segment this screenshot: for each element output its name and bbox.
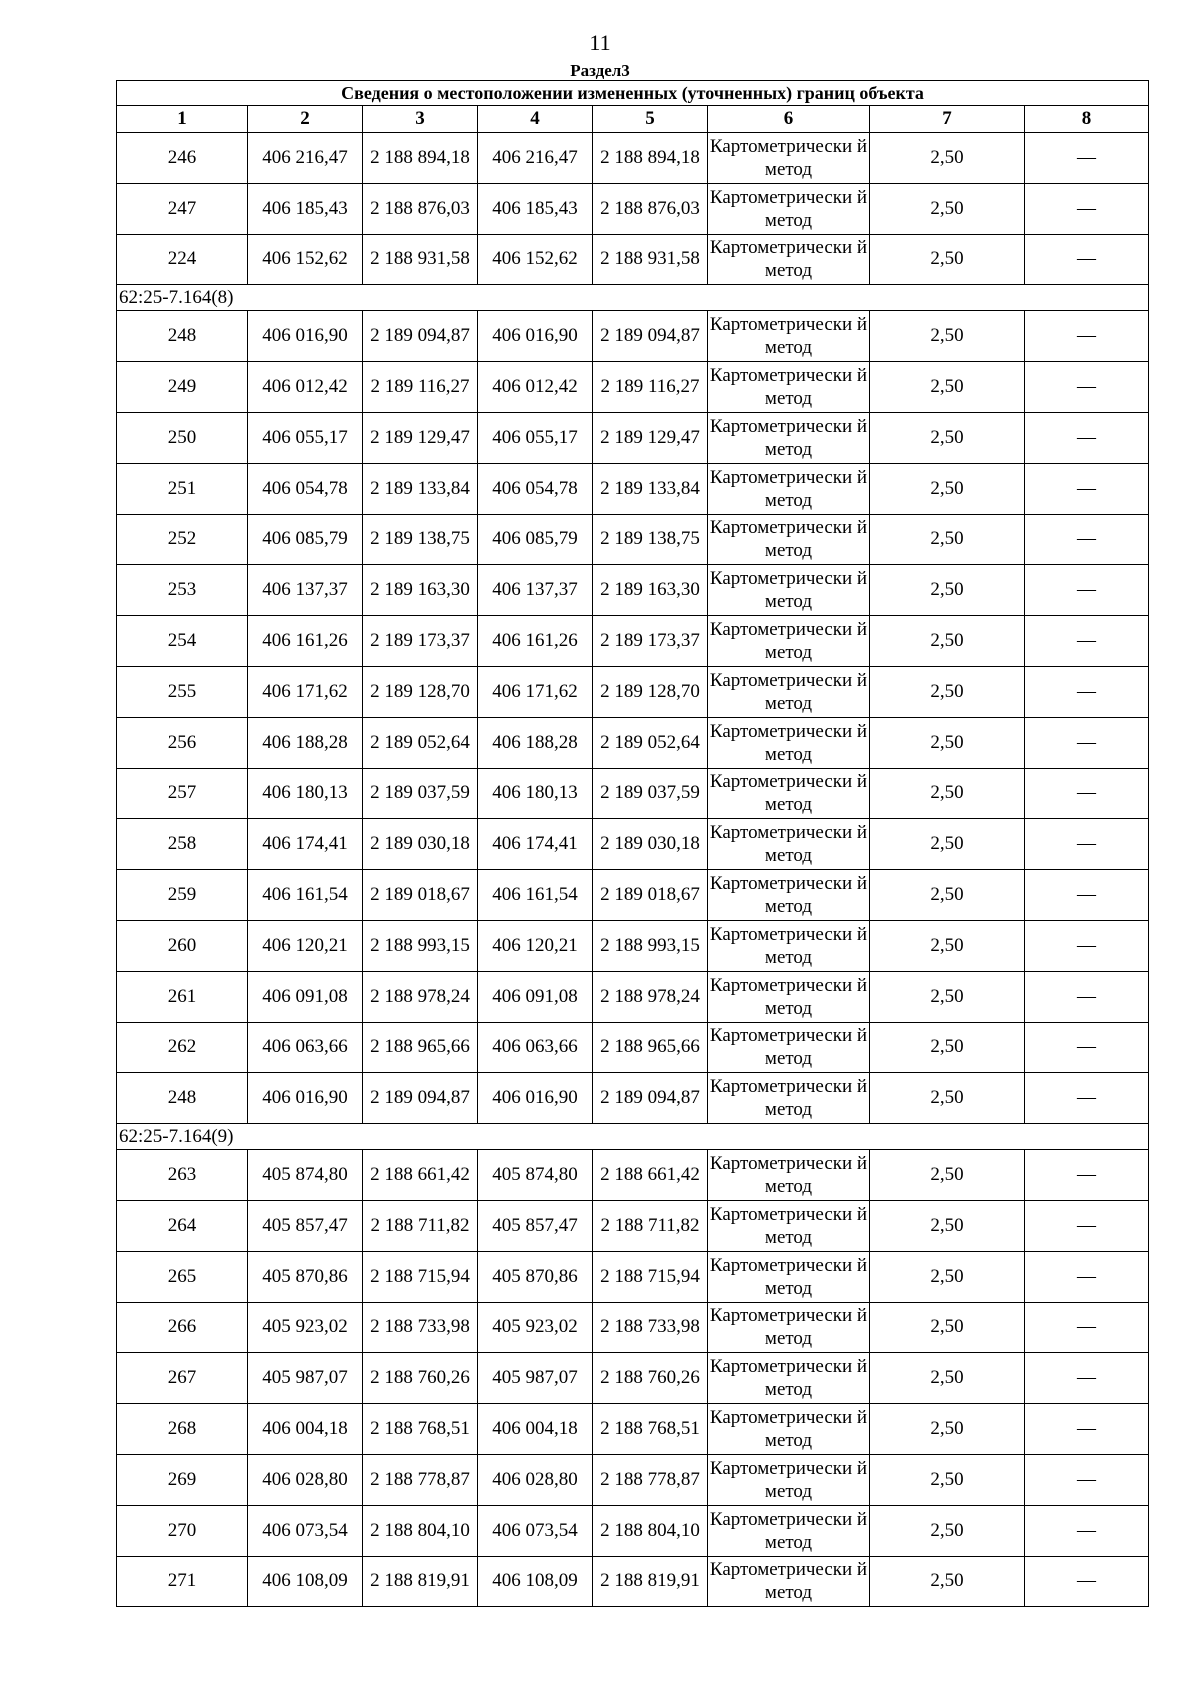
x-old-cell: 406 016,90 — [248, 311, 363, 362]
x-new-cell: 406 016,90 — [478, 1073, 593, 1124]
accuracy-cell: 2,50 — [870, 514, 1025, 565]
accuracy-cell: 2,50 — [870, 362, 1025, 413]
table-row — [117, 183, 1149, 234]
description-cell: — — [1025, 1353, 1149, 1404]
y-old-cell: 2 188 768,51 — [363, 1404, 478, 1455]
y-new-cell: 2 189 129,47 — [593, 412, 708, 463]
y-new-cell: 2 189 030,18 — [593, 819, 708, 870]
y-old-cell: 2 189 052,64 — [363, 717, 478, 768]
point-number-cell: 265 — [117, 1251, 248, 1302]
x-new-cell: 406 152,62 — [478, 234, 593, 285]
point-number-cell: 268 — [117, 1404, 248, 1455]
description-cell: — — [1025, 1556, 1149, 1607]
table-row — [117, 514, 1149, 565]
column-header-row — [117, 106, 1149, 133]
x-new-cell: 406 188,28 — [478, 717, 593, 768]
x-old-cell: 406 055,17 — [248, 412, 363, 463]
method-cell: Картометрически й метод — [708, 362, 870, 413]
y-new-cell: 2 189 133,84 — [593, 463, 708, 514]
table-row — [117, 971, 1149, 1022]
accuracy-cell: 2,50 — [870, 1353, 1025, 1404]
table-row — [117, 565, 1149, 616]
y-old-cell: 2 188 993,15 — [363, 920, 478, 971]
accuracy-cell: 2,50 — [870, 234, 1025, 285]
y-old-cell: 2 189 133,84 — [363, 463, 478, 514]
x-old-cell: 406 063,66 — [248, 1022, 363, 1073]
x-new-cell: 405 923,02 — [478, 1302, 593, 1353]
y-old-cell: 2 189 030,18 — [363, 819, 478, 870]
x-new-cell: 406 161,54 — [478, 870, 593, 921]
y-old-cell: 2 189 018,67 — [363, 870, 478, 921]
y-new-cell: 2 188 965,66 — [593, 1022, 708, 1073]
y-new-cell: 2 188 760,26 — [593, 1353, 708, 1404]
table-row — [117, 819, 1149, 870]
table-caption-row — [117, 81, 1149, 106]
method-cell: Картометрически й метод — [708, 666, 870, 717]
table-body — [117, 133, 1149, 1607]
table-row — [117, 1022, 1149, 1073]
y-old-cell: 2 189 163,30 — [363, 565, 478, 616]
method-cell: Картометрически й метод — [708, 717, 870, 768]
point-number-cell: 248 — [117, 1073, 248, 1124]
x-new-cell: 406 073,54 — [478, 1505, 593, 1556]
x-old-cell: 406 174,41 — [248, 819, 363, 870]
point-number-cell: 257 — [117, 768, 248, 819]
accuracy-cell: 2,50 — [870, 971, 1025, 1022]
y-new-cell: 2 188 931,58 — [593, 234, 708, 285]
x-old-cell: 405 857,47 — [248, 1200, 363, 1251]
page-number: 11 — [589, 30, 611, 55]
x-old-cell: 406 161,54 — [248, 870, 363, 921]
point-number-cell: 250 — [117, 412, 248, 463]
accuracy-cell: 2,50 — [870, 1251, 1025, 1302]
description-cell: — — [1025, 1150, 1149, 1201]
x-new-cell: 406 063,66 — [478, 1022, 593, 1073]
method-cell: Картометрически й метод — [708, 565, 870, 616]
x-old-cell: 406 171,62 — [248, 666, 363, 717]
method-cell: Картометрически й метод — [708, 971, 870, 1022]
accuracy-cell: 2,50 — [870, 1302, 1025, 1353]
table-row — [117, 1150, 1149, 1201]
method-cell: Картометрически й метод — [708, 1150, 870, 1201]
point-number-cell: 271 — [117, 1556, 248, 1607]
point-number-cell: 249 — [117, 362, 248, 413]
y-old-cell: 2 188 760,26 — [363, 1353, 478, 1404]
y-new-cell: 2 188 778,87 — [593, 1454, 708, 1505]
column-header: 6 — [708, 106, 870, 133]
point-number-cell: 267 — [117, 1353, 248, 1404]
table-row — [117, 768, 1149, 819]
description-cell: — — [1025, 234, 1149, 285]
description-cell: — — [1025, 1404, 1149, 1455]
point-number-cell: 270 — [117, 1505, 248, 1556]
x-old-cell: 406 188,28 — [248, 717, 363, 768]
description-cell: — — [1025, 1200, 1149, 1251]
method-cell: Картометрически й метод — [708, 514, 870, 565]
y-old-cell: 2 189 128,70 — [363, 666, 478, 717]
point-number-cell: 264 — [117, 1200, 248, 1251]
method-cell: Картометрически й метод — [708, 1200, 870, 1251]
description-cell: — — [1025, 362, 1149, 413]
y-old-cell: 2 188 978,24 — [363, 971, 478, 1022]
point-number-cell: 251 — [117, 463, 248, 514]
description-cell: — — [1025, 666, 1149, 717]
x-old-cell: 406 120,21 — [248, 920, 363, 971]
method-cell: Картометрически й метод — [708, 412, 870, 463]
table-row — [117, 133, 1149, 184]
x-new-cell: 405 870,86 — [478, 1251, 593, 1302]
method-cell: Картометрически й метод — [708, 616, 870, 667]
x-old-cell: 406 180,13 — [248, 768, 363, 819]
table-row — [117, 1073, 1149, 1124]
y-old-cell: 2 188 876,03 — [363, 183, 478, 234]
table-row — [117, 1200, 1149, 1251]
point-number-cell: 254 — [117, 616, 248, 667]
accuracy-cell: 2,50 — [870, 717, 1025, 768]
table-row — [117, 870, 1149, 921]
accuracy-cell: 2,50 — [870, 666, 1025, 717]
method-cell: Картометрически й метод — [708, 1073, 870, 1124]
accuracy-cell: 2,50 — [870, 311, 1025, 362]
section-title: Раздел3 — [570, 61, 630, 80]
description-cell: — — [1025, 768, 1149, 819]
y-new-cell: 2 189 116,27 — [593, 362, 708, 413]
accuracy-cell: 2,50 — [870, 819, 1025, 870]
x-old-cell: 406 216,47 — [248, 133, 363, 184]
description-cell: — — [1025, 971, 1149, 1022]
description-cell: — — [1025, 183, 1149, 234]
point-number-cell: 269 — [117, 1454, 248, 1505]
accuracy-cell: 2,50 — [870, 1505, 1025, 1556]
x-old-cell: 406 085,79 — [248, 514, 363, 565]
description-cell: — — [1025, 1073, 1149, 1124]
method-cell: Картометрически й метод — [708, 133, 870, 184]
x-old-cell: 405 874,80 — [248, 1150, 363, 1201]
column-header: 3 — [363, 106, 478, 133]
table-row — [117, 717, 1149, 768]
accuracy-cell: 2,50 — [870, 463, 1025, 514]
x-new-cell: 405 874,80 — [478, 1150, 593, 1201]
y-new-cell: 2 189 128,70 — [593, 666, 708, 717]
y-old-cell: 2 188 804,10 — [363, 1505, 478, 1556]
table-row — [117, 1556, 1149, 1607]
y-old-cell: 2 188 894,18 — [363, 133, 478, 184]
point-number-cell: 246 — [117, 133, 248, 184]
x-new-cell: 406 180,13 — [478, 768, 593, 819]
description-cell: — — [1025, 870, 1149, 921]
table-row — [117, 463, 1149, 514]
method-cell: Картометрически й метод — [708, 1353, 870, 1404]
description-cell: — — [1025, 1505, 1149, 1556]
y-new-cell: 2 188 768,51 — [593, 1404, 708, 1455]
accuracy-cell: 2,50 — [870, 1022, 1025, 1073]
description-cell: — — [1025, 1251, 1149, 1302]
description-cell: — — [1025, 717, 1149, 768]
point-number-cell: 258 — [117, 819, 248, 870]
method-cell: Картометрически й метод — [708, 183, 870, 234]
table-row — [117, 1251, 1149, 1302]
method-cell: Картометрически й метод — [708, 463, 870, 514]
y-new-cell: 2 189 163,30 — [593, 565, 708, 616]
x-new-cell: 406 054,78 — [478, 463, 593, 514]
x-old-cell: 406 054,78 — [248, 463, 363, 514]
y-new-cell: 2 189 052,64 — [593, 717, 708, 768]
point-number-cell: 252 — [117, 514, 248, 565]
y-new-cell: 2 188 894,18 — [593, 133, 708, 184]
method-cell: Картометрически й метод — [708, 819, 870, 870]
table-row — [117, 412, 1149, 463]
description-cell: — — [1025, 819, 1149, 870]
table-row — [117, 666, 1149, 717]
point-number-cell: 253 — [117, 565, 248, 616]
column-header: 7 — [870, 106, 1025, 133]
accuracy-cell: 2,50 — [870, 133, 1025, 184]
table-row — [117, 920, 1149, 971]
point-number-cell: 259 — [117, 870, 248, 921]
point-number-cell: 248 — [117, 311, 248, 362]
description-cell: — — [1025, 920, 1149, 971]
x-new-cell: 406 016,90 — [478, 311, 593, 362]
description-cell: — — [1025, 311, 1149, 362]
accuracy-cell: 2,50 — [870, 1200, 1025, 1251]
y-old-cell: 2 188 715,94 — [363, 1251, 478, 1302]
y-old-cell: 2 189 094,87 — [363, 311, 478, 362]
y-new-cell: 2 188 804,10 — [593, 1505, 708, 1556]
y-new-cell: 2 189 094,87 — [593, 311, 708, 362]
y-new-cell: 2 189 037,59 — [593, 768, 708, 819]
x-old-cell: 406 108,09 — [248, 1556, 363, 1607]
y-old-cell: 2 188 965,66 — [363, 1022, 478, 1073]
x-old-cell: 405 870,86 — [248, 1251, 363, 1302]
point-number-cell: 224 — [117, 234, 248, 285]
y-new-cell: 2 189 094,87 — [593, 1073, 708, 1124]
accuracy-cell: 2,50 — [870, 1073, 1025, 1124]
table-row — [117, 616, 1149, 667]
x-new-cell: 406 085,79 — [478, 514, 593, 565]
table-row — [117, 1454, 1149, 1505]
x-new-cell: 406 028,80 — [478, 1454, 593, 1505]
x-new-cell: 406 120,21 — [478, 920, 593, 971]
y-new-cell: 2 188 711,82 — [593, 1200, 708, 1251]
method-cell: Картометрически й метод — [708, 234, 870, 285]
point-number-cell: 255 — [117, 666, 248, 717]
y-old-cell: 2 188 711,82 — [363, 1200, 478, 1251]
y-old-cell: 2 189 094,87 — [363, 1073, 478, 1124]
column-header: 5 — [593, 106, 708, 133]
group-row — [117, 1124, 1149, 1150]
description-cell: — — [1025, 565, 1149, 616]
x-new-cell: 406 171,62 — [478, 666, 593, 717]
accuracy-cell: 2,50 — [870, 1150, 1025, 1201]
y-new-cell: 2 189 173,37 — [593, 616, 708, 667]
description-cell: — — [1025, 1302, 1149, 1353]
x-new-cell: 406 137,37 — [478, 565, 593, 616]
y-new-cell: 2 188 715,94 — [593, 1251, 708, 1302]
description-cell: — — [1025, 1454, 1149, 1505]
x-old-cell: 406 016,90 — [248, 1073, 363, 1124]
accuracy-cell: 2,50 — [870, 870, 1025, 921]
point-number-cell: 260 — [117, 920, 248, 971]
y-new-cell: 2 188 733,98 — [593, 1302, 708, 1353]
description-cell: — — [1025, 463, 1149, 514]
description-cell: — — [1025, 1022, 1149, 1073]
y-new-cell: 2 189 018,67 — [593, 870, 708, 921]
table-row — [117, 1302, 1149, 1353]
y-old-cell: 2 188 733,98 — [363, 1302, 478, 1353]
accuracy-cell: 2,50 — [870, 768, 1025, 819]
accuracy-cell: 2,50 — [870, 183, 1025, 234]
x-old-cell: 406 004,18 — [248, 1404, 363, 1455]
x-old-cell: 406 152,62 — [248, 234, 363, 285]
y-old-cell: 2 189 116,27 — [363, 362, 478, 413]
table-row — [117, 1353, 1149, 1404]
description-cell: — — [1025, 616, 1149, 667]
y-old-cell: 2 189 129,47 — [363, 412, 478, 463]
y-old-cell: 2 188 819,91 — [363, 1556, 478, 1607]
y-new-cell: 2 188 978,24 — [593, 971, 708, 1022]
y-old-cell: 2 189 037,59 — [363, 768, 478, 819]
x-new-cell: 406 108,09 — [478, 1556, 593, 1607]
x-old-cell: 406 028,80 — [248, 1454, 363, 1505]
method-cell: Картометрически й метод — [708, 1454, 870, 1505]
point-number-cell: 256 — [117, 717, 248, 768]
x-old-cell: 406 137,37 — [248, 565, 363, 616]
accuracy-cell: 2,50 — [870, 1454, 1025, 1505]
y-new-cell: 2 188 876,03 — [593, 183, 708, 234]
x-new-cell: 406 091,08 — [478, 971, 593, 1022]
parcel-group-label: 62:25-7.164(8) — [117, 285, 1149, 311]
x-old-cell: 406 161,26 — [248, 616, 363, 667]
method-cell: Картометрически й метод — [708, 311, 870, 362]
point-number-cell: 261 — [117, 971, 248, 1022]
method-cell: Картометрически й метод — [708, 1251, 870, 1302]
x-old-cell: 406 012,42 — [248, 362, 363, 413]
column-header: 1 — [117, 106, 248, 133]
y-old-cell: 2 188 661,42 — [363, 1150, 478, 1201]
column-header: 2 — [248, 106, 363, 133]
x-new-cell: 405 857,47 — [478, 1200, 593, 1251]
method-cell: Картометрически й метод — [708, 1505, 870, 1556]
group-row — [117, 285, 1149, 311]
method-cell: Картометрически й метод — [708, 920, 870, 971]
table-caption: Сведения о местоположении измененных (уточненных) границ объекта — [117, 81, 1149, 106]
y-new-cell: 2 188 819,91 — [593, 1556, 708, 1607]
y-old-cell: 2 188 931,58 — [363, 234, 478, 285]
x-new-cell: 406 216,47 — [478, 133, 593, 184]
point-number-cell: 262 — [117, 1022, 248, 1073]
table-row — [117, 1404, 1149, 1455]
x-old-cell: 405 987,07 — [248, 1353, 363, 1404]
description-cell: — — [1025, 514, 1149, 565]
accuracy-cell: 2,50 — [870, 920, 1025, 971]
description-cell: — — [1025, 133, 1149, 184]
description-cell: — — [1025, 412, 1149, 463]
x-old-cell: 406 185,43 — [248, 183, 363, 234]
y-new-cell: 2 188 993,15 — [593, 920, 708, 971]
y-new-cell: 2 188 661,42 — [593, 1150, 708, 1201]
x-new-cell: 406 055,17 — [478, 412, 593, 463]
method-cell: Картометрически й метод — [708, 1556, 870, 1607]
column-header: 8 — [1025, 106, 1149, 133]
point-number-cell: 266 — [117, 1302, 248, 1353]
accuracy-cell: 2,50 — [870, 1404, 1025, 1455]
method-cell: Картометрически й метод — [708, 768, 870, 819]
x-new-cell: 406 012,42 — [478, 362, 593, 413]
accuracy-cell: 2,50 — [870, 565, 1025, 616]
parcel-group-label: 62:25-7.164(9) — [117, 1124, 1149, 1150]
accuracy-cell: 2,50 — [870, 412, 1025, 463]
x-new-cell: 406 174,41 — [478, 819, 593, 870]
accuracy-cell: 2,50 — [870, 1556, 1025, 1607]
table-row — [117, 1505, 1149, 1556]
method-cell: Картометрически й метод — [708, 1302, 870, 1353]
table-row — [117, 362, 1149, 413]
table-row — [117, 311, 1149, 362]
column-header: 4 — [478, 106, 593, 133]
y-old-cell: 2 189 138,75 — [363, 514, 478, 565]
y-new-cell: 2 189 138,75 — [593, 514, 708, 565]
boundary-coordinates-table — [116, 80, 1149, 1607]
x-new-cell: 406 004,18 — [478, 1404, 593, 1455]
x-new-cell: 405 987,07 — [478, 1353, 593, 1404]
accuracy-cell: 2,50 — [870, 616, 1025, 667]
method-cell: Картометрически й метод — [708, 870, 870, 921]
method-cell: Картометрически й метод — [708, 1404, 870, 1455]
x-old-cell: 406 091,08 — [248, 971, 363, 1022]
point-number-cell: 263 — [117, 1150, 248, 1201]
y-old-cell: 2 189 173,37 — [363, 616, 478, 667]
y-old-cell: 2 188 778,87 — [363, 1454, 478, 1505]
x-old-cell: 406 073,54 — [248, 1505, 363, 1556]
point-number-cell: 247 — [117, 183, 248, 234]
table-row — [117, 234, 1149, 285]
method-cell: Картометрически й метод — [708, 1022, 870, 1073]
x-new-cell: 406 185,43 — [478, 183, 593, 234]
x-old-cell: 405 923,02 — [248, 1302, 363, 1353]
x-new-cell: 406 161,26 — [478, 616, 593, 667]
